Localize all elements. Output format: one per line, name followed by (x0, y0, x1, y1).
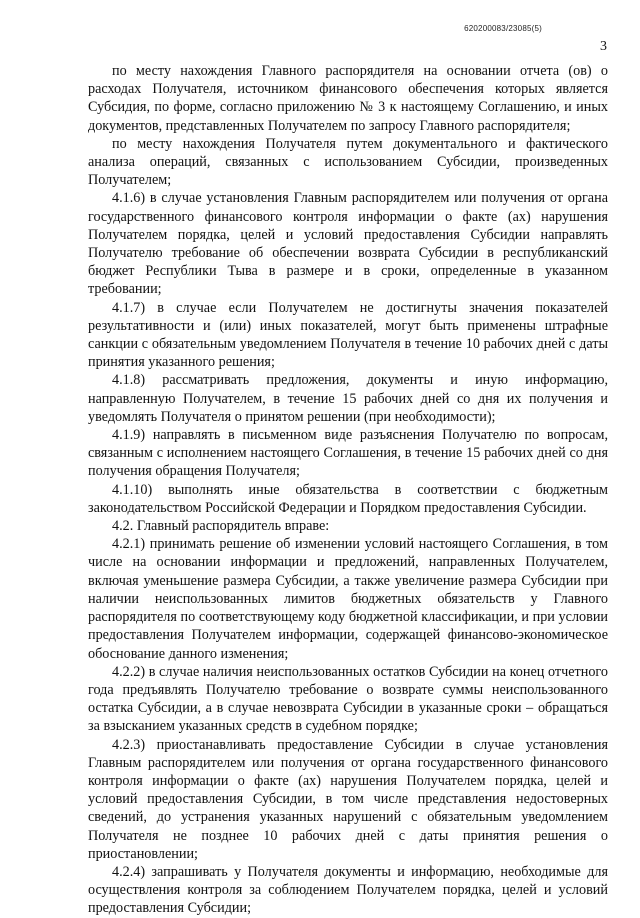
document-code: 620200083/23085(5) (464, 24, 542, 33)
paragraph-4-2-2: 4.2.2) в случае наличия неиспользованных остатков Субсидии на конец отчетного года предъявлять Получателю требование о возврате суммы неиспользованного остатка Субсидии, а в случае невозврата Субсидии в указанные сроки – обращаться за взысканием указанных средств в судебном порядке; (88, 663, 608, 735)
paragraph-4-2-1: 4.2.1) принимать решение об изменении условий настоящего Соглашения, в том числе на основании информации и предложений, направленных Получателем, включая уменьшение размера Субсидии, а также увеличение размера Субсидии при наличии неиспользованных лимитов бюджетных обязательств у Главного распорядителя по соответствующему коду бюджетной классификации, и при условии предоставления Получателем информации, содержащей финансово-экономическое обоснование данного изменения; (88, 536, 608, 662)
document-body (88, 62, 608, 918)
paragraph-4-2-3: 4.2.3) приостанавливать предоставление Субсидии в случае установления Главным распорядителем или получения от органа государственного финансового контроля информации о факте (ах) нарушения Получателем порядка, целей и условий предоставления Субсидии, в том числе представления недостоверных сведений, до устранения указанных нарушений с обязательным уведомлением Получателя не позднее 10 рабочих дней с даты принятия решения о приостановлении; (88, 736, 608, 862)
paragraph-report-check: по месту нахождения Главного распорядителя на основании отчета (ов) о расходах Получателя, источником финансового обеспечения которых является Субсидия, по форме, согласно приложению № 3 к настоящему Соглашению, и иных документов, представленных Получателем по запросу Главного распорядителя; (88, 63, 608, 134)
paragraph-4-2-4: 4.2.4) запрашивать у Получателя документы и информацию, необходимые для осуществления контроля за соблюдением Получателем порядка, целей и условий предоставления Субсидии; (88, 863, 608, 917)
section-heading-4-2: 4.2. Главный распорядитель вправе: (112, 518, 330, 535)
paragraph-onsite-check: по месту нахождения Получателя путем документального и фактического анализа операций, связанных с использованием Субсидии, произведенных Получателем; (88, 135, 608, 189)
paragraph-4-1-7: 4.1.7) в случае если Получателем не достигнуты значения показателей результативности и (или) иных показателей, могут быть применены штрафные санкции с обязательным уведомлением Получателя в течение 10 рабочих дней с даты принятия указанного решения; (88, 299, 608, 371)
paragraph-4-1-10: 4.1.10) выполнять иные обязательства в соответствии с бюджетным законодательством Российской Федерации и Порядком предоставления Субсидии. (88, 481, 608, 516)
paragraph-4-1-6: 4.1.6) в случае установления Главным распорядителем или получения от органа государственного финансового контроля информации о факте (ах) нарушения Получателем порядка, целей и условий предоставления Субсидии направлять Получателю требование об обеспечении возврата Субсидии в республиканский бюджет Республики Тыва в размере и в сроки, определенные в указанном требовании; (88, 190, 608, 298)
page-number: 3 (600, 39, 607, 54)
paragraph-4-1-8: 4.1.8) рассматривать предложения, документы и иную информацию, направленную Получателем, в течение 15 рабочих дней со дня их получения и уведомлять Получателя о принятом решении (при необходимости); (88, 372, 608, 425)
paragraph-4-1-9: 4.1.9) направлять в письменном виде разъяснения Получателю по вопросам, связанным с исполнением настоящего Соглашения, в течение 15 рабочих дней со дня получения обращения Получателя; (88, 427, 608, 480)
